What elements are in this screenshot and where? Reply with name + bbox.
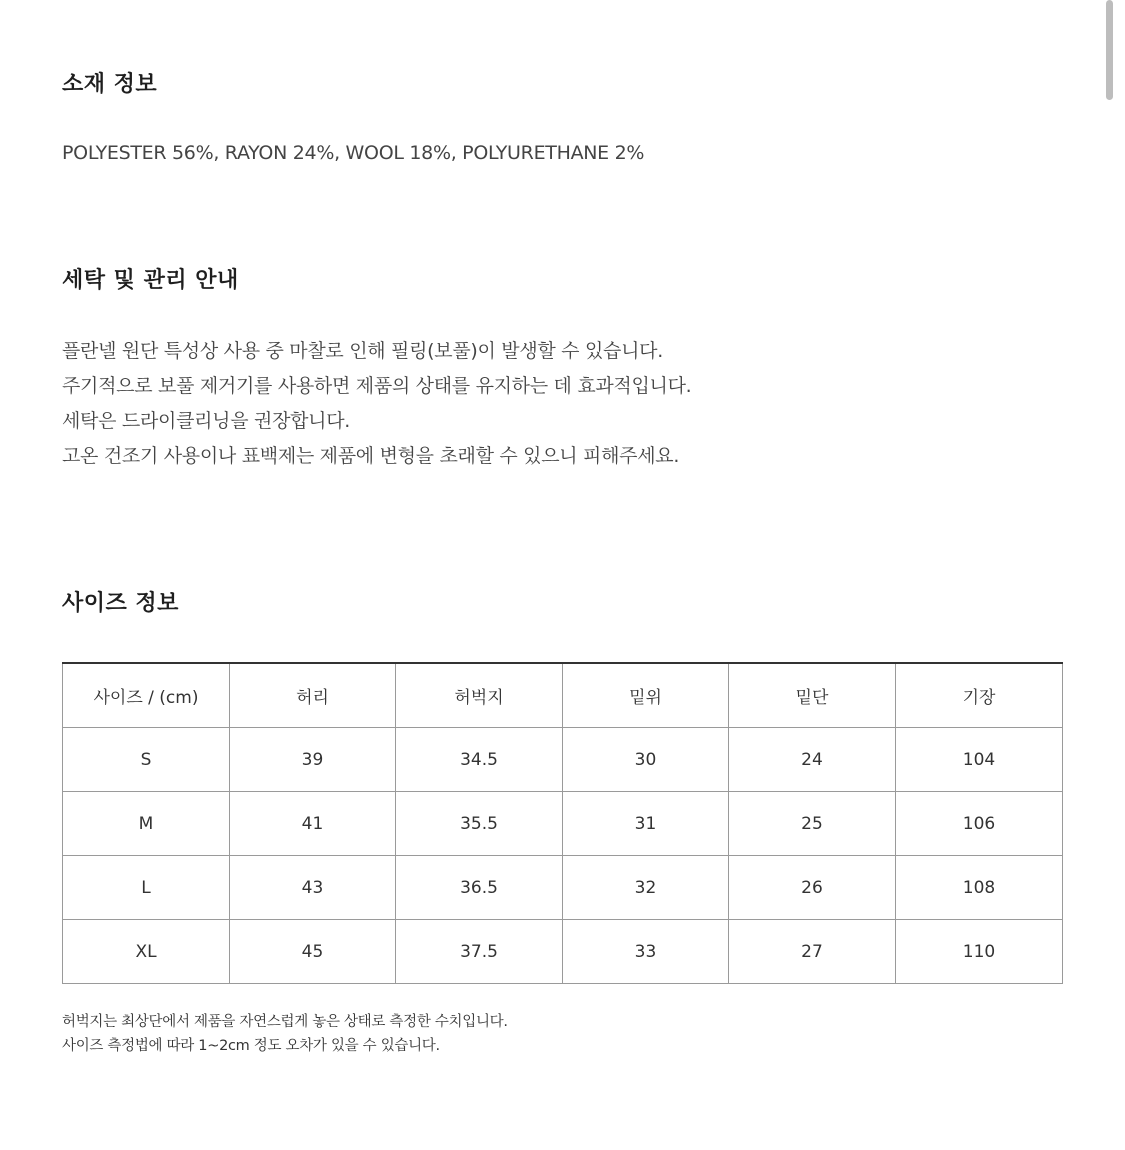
care-title: 세탁 및 관리 안내 [62,268,239,293]
table-cell: 106 [896,792,1063,856]
care-line: 주기적으로 보풀 제거기를 사용하면 제품의 상태를 유지하는 데 효과적입니다. [62,375,692,397]
table-cell: 45 [230,920,396,984]
table-header-row [63,663,1063,728]
header-length: 기장 [896,663,1063,728]
size-table [62,662,1063,984]
table-cell: XL [63,920,230,984]
table-cell: 26 [729,856,896,920]
table-cell: 35.5 [396,792,563,856]
care-instructions [62,334,691,474]
header-thigh: 허벅지 [396,663,563,728]
table-cell: 27 [729,920,896,984]
table-cell: 37.5 [396,920,563,984]
scrollbar-thumb[interactable] [1106,0,1113,100]
table-cell: 24 [729,728,896,792]
header-rise: 밑위 [563,663,729,728]
table-cell: M [63,792,230,856]
table-row [63,920,1063,984]
table-cell: 25 [729,792,896,856]
table-cell: 108 [896,856,1063,920]
table-cell: 39 [230,728,396,792]
header-size: 사이즈 / (cm) [63,663,230,728]
table-cell: 110 [896,920,1063,984]
size-title: 사이즈 정보 [62,591,179,616]
table-cell: 33 [563,920,729,984]
care-line: 고온 건조기 사용이나 표백제는 제품에 변형을 초래할 수 있으니 피해주세요. [62,445,680,467]
table-cell: L [63,856,230,920]
table-cell: 31 [563,792,729,856]
table-cell: 32 [563,856,729,920]
size-note: 허벅지는 최상단에서 제품을 자연스럽게 놓은 상태로 측정한 수치입니다. [62,1014,508,1030]
table-cell: 30 [563,728,729,792]
table-cell: 104 [896,728,1063,792]
table-cell: 34.5 [396,728,563,792]
material-title: 소재 정보 [62,72,158,97]
table-cell: 36.5 [396,856,563,920]
care-line: 플란넬 원단 특성상 사용 중 마찰로 인해 필링(보풀)이 발생할 수 있습니다. [62,340,663,362]
material-composition: POLYESTER 56%, RAYON 24%, WOOL 18%, POLYURETHANE 2% [62,142,645,164]
table-cell: S [63,728,230,792]
header-waist: 허리 [230,663,396,728]
size-notes [62,1010,508,1058]
care-line: 세탁은 드라이클리닝을 권장합니다. [62,410,351,432]
table-row [63,792,1063,856]
table-row [63,856,1063,920]
header-hem: 밑단 [729,663,896,728]
size-note: 사이즈 측정법에 따라 1~2cm 정도 오차가 있을 수 있습니다. [62,1038,440,1054]
table-row [63,728,1063,792]
table-cell: 41 [230,792,396,856]
table-cell: 43 [230,856,396,920]
